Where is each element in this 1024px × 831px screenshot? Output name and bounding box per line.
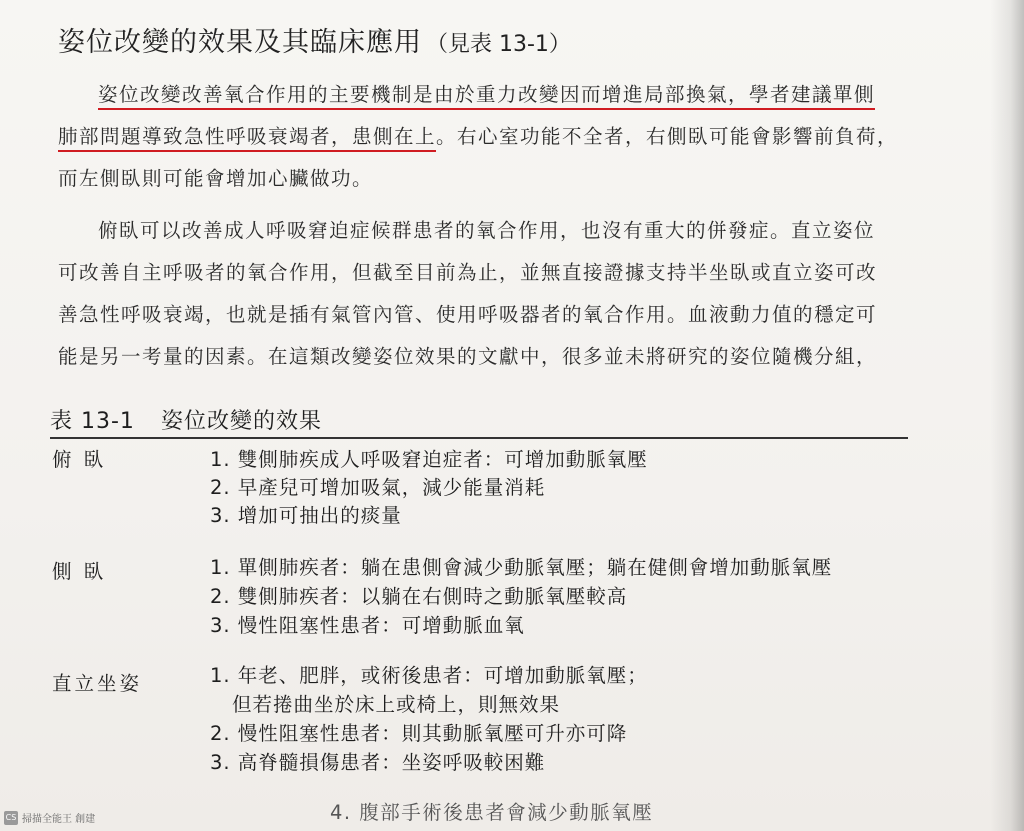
section-heading <box>58 20 571 59</box>
table-caption <box>50 404 322 435</box>
paragraph-2-line-4: 能是另一考量的因素。在這類改變姿位效果的文獻中，很多並未將研究的姿位隨機分組， <box>58 345 878 368</box>
table-item: 2. 慢性阻塞性患者：則其動脈氧壓可升亦可降 <box>210 722 628 745</box>
table-item: 1. 年老、肥胖，或術後患者：可增加動脈氧壓； <box>210 664 648 687</box>
paragraph-1-line-3: 而左側臥則可能會增加心臟做功。 <box>58 167 374 190</box>
paragraph-2-line-2: 可改善自主呼吸者的氧合作用，但截至目前為止，並無直接證據支持半坐臥或直立姿可改 <box>58 261 878 284</box>
cut-off-line: 4. 腹部手術後患者會減少動脈氧壓 <box>330 801 654 824</box>
table-number: 表 13-1 <box>50 409 135 434</box>
table-item: 2. 雙側肺疾者：以躺在右側時之動脈氧壓較高 <box>210 585 628 608</box>
table-item: 1. 單側肺疾者：躺在患側會減少動脈氧壓；躺在健側會增加動脈氧壓 <box>210 556 833 579</box>
table-item: 3. 增加可抽出的痰量 <box>210 504 402 527</box>
paragraph-2-line-3: 善急性呼吸衰竭，也就是插有氣管內管、使用呼吸器者的氧合作用。血液動力值的穩定可 <box>58 303 878 326</box>
heading-title: 姿位改變的效果及其臨床應用 <box>58 27 422 58</box>
paragraph-2-line-1: 俯臥可以改善成人呼吸窘迫症候群患者的氧合作用，也沒有重大的併發症。直立姿位 <box>98 219 876 242</box>
table-item: 2. 早產兒可增加吸氣，減少能量消耗 <box>210 476 546 499</box>
heading-table-ref: （見表 13-1） <box>426 32 571 57</box>
page-edge-shadow <box>990 0 1024 831</box>
paragraph-1-line-2 <box>58 116 918 158</box>
table-item-continued: 但若捲曲坐於床上或椅上，則無效果 <box>232 693 561 716</box>
underlined-text: 肺部問題導致急性呼吸衰竭者，患側在上 <box>58 125 436 152</box>
row-label-upright: 直立坐姿 <box>52 672 143 695</box>
table-top-rule <box>50 437 908 439</box>
paragraph-1 <box>58 74 918 200</box>
paragraph-1-line-2-rest: 。右心室功能不全者，右側臥可能會影響前負荷， <box>436 125 899 148</box>
watermark-text: 掃描全能王 創建 <box>22 814 96 825</box>
paragraph-1-line-1 <box>58 74 918 116</box>
table-title: 姿位改變的效果 <box>160 409 322 434</box>
table-item: 3. 慢性阻塞性患者：可增動脈血氧 <box>210 614 525 637</box>
paragraph-2 <box>58 210 918 378</box>
underlined-text: 姿位改變改善氧合作用的主要機制是由於重力改變因而增進局部換氣，學者建議單側 <box>98 83 875 110</box>
scanner-watermark <box>4 810 95 825</box>
row-label-lateral: 側 臥 <box>52 560 107 583</box>
row-label-prone: 俯 臥 <box>52 448 107 471</box>
camscanner-icon: CS <box>4 811 18 825</box>
table-item: 1. 雙側肺疾成人呼吸窘迫症者：可增加動脈氧壓 <box>210 448 648 471</box>
table-item: 3. 高脊髓損傷患者：坐姿呼吸較困難 <box>210 751 546 774</box>
